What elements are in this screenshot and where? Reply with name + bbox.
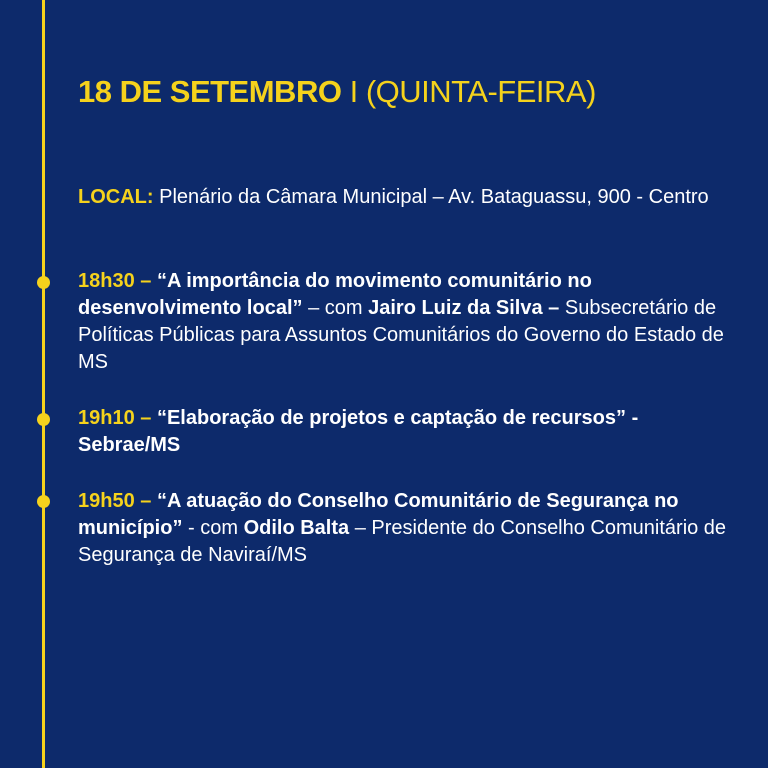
date-separator: I [349,74,358,109]
location-text: Plenário da Câmara Municipal – Av. Bataguassu, 900 - Centro [159,186,709,208]
date-heading [78,73,596,111]
timeline-line [42,0,45,768]
event-connector: - com [188,517,239,539]
timeline-dot-2 [37,413,50,426]
event-title: “A importância do movimento comunitário no desenvolvimento local” [78,270,592,319]
event-time: 19h50 – [78,490,152,512]
event-role: Subsecretário de Políticas Públicas para Assuntos Comunitários do Governo do Estado de MS [78,297,724,373]
event-speaker: Jairo Luiz da Silva – [368,297,560,319]
event-item-2 [78,405,738,459]
event-time: 18h30 – [78,270,152,292]
timeline-dot-1 [37,276,50,289]
weekday-text: (QUINTA-FEIRA) [365,74,596,109]
date-text: 18 DE SETEMBRO [78,74,342,109]
event-item-3 [78,488,738,569]
event-title: “Elaboração de projetos e captação de recursos” - Sebrae/MS [78,407,639,456]
location-block [78,184,738,211]
event-item-1 [78,268,738,376]
event-connector: – com [308,297,363,319]
event-title: “A atuação do Conselho Comunitário de Segurança no município” [78,490,679,539]
event-speaker: Odilo Balta [243,517,350,539]
timeline-dot-3 [37,495,50,508]
event-time: 19h10 – [78,407,152,429]
location-label: LOCAL: [78,186,154,208]
event-role: – Presidente do Conselho Comunitário de Segurança de Naviraí/MS [78,517,727,566]
